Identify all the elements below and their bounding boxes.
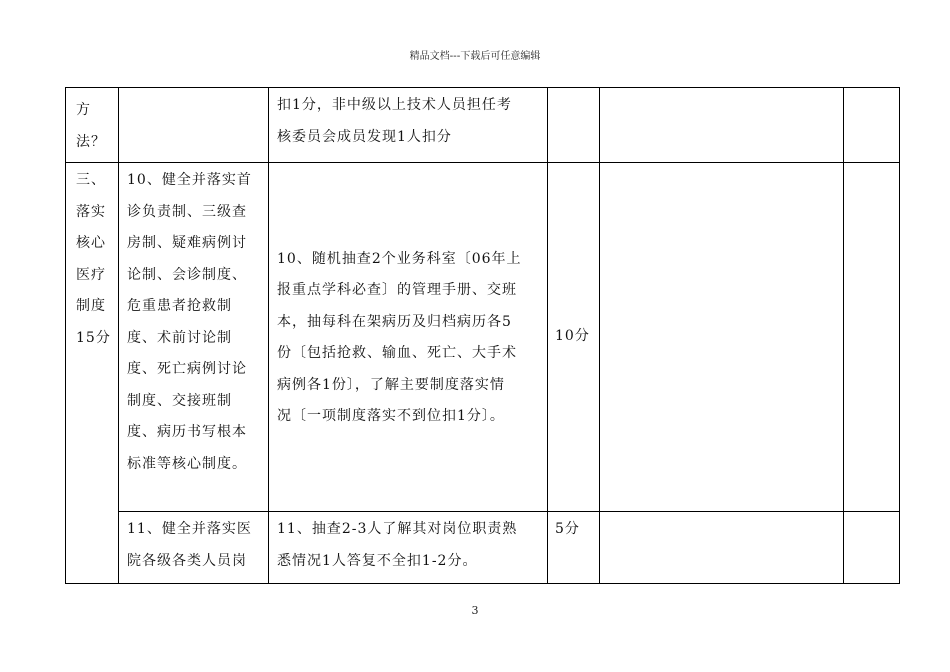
table-row: [66, 512, 900, 584]
criteria-cell: 11、抽查2-3人了解其对岗位职责熟 悉情况1人答复不全扣1-2分。: [269, 512, 548, 584]
category-cell: 方法？: [66, 88, 119, 163]
remark-cell: [600, 163, 844, 512]
page-header: 精品文档---下载后可任意编辑: [409, 51, 541, 62]
score-cell: 5分: [548, 512, 600, 584]
score-cell: 10分: [548, 163, 600, 512]
item-cell: 10、健全并落实首 诊负责制、三级查 房制、疑难病例讨 论制、会诊制度、 危重患者抢救制 度、术前讨论制 度、死亡病例讨论 制度、交接班制 度、病历书写根本 标准等核心制度。: [119, 163, 269, 512]
remark-cell: [844, 88, 900, 163]
remark-cell: [600, 512, 844, 584]
table-row: [66, 163, 900, 512]
category-cell: 三、 落实 核心 医疗 制度 15分: [66, 163, 119, 584]
remark-cell: [844, 512, 900, 584]
criteria-cell: 10、随机抽查2个业务科室〔06年上 报重点学科必查〕的管理手册、交班 本，抽每科在架病历及归档病历各5 份〔包括抢救、输血、死亡、大手术 病例各1份〕，了解主要制度落实情 况〔一项制度落实不到位扣1分〕。: [269, 163, 548, 512]
item-cell: 11、健全并落实医 院各级各类人员岗: [119, 512, 269, 584]
remark-cell: [600, 88, 844, 163]
evaluation-table: [65, 87, 900, 584]
table-row: [66, 88, 900, 163]
criteria-cell: 扣1分，非中级以上技术人员担任考 核委员会成员发现1人扣分: [269, 88, 548, 163]
remark-cell: [844, 163, 900, 512]
item-cell: [119, 88, 269, 163]
page-number: 3: [471, 604, 479, 617]
score-cell: [548, 88, 600, 163]
